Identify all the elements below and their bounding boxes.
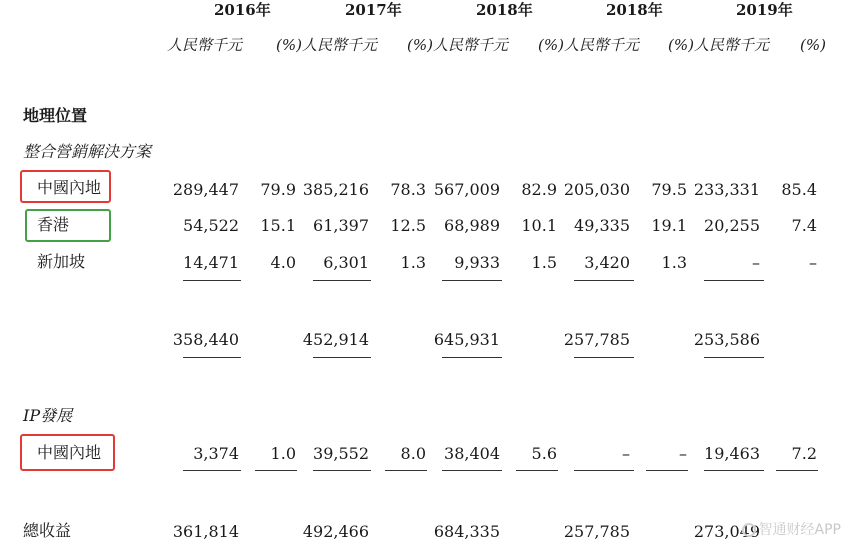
row-label-hk: 香港 (37, 215, 70, 234)
underline (385, 470, 427, 471)
cell-value: 38,404 (444, 444, 500, 463)
cell-value: 19.1 (651, 216, 687, 235)
row-label-ip-cn: 中國內地 (37, 443, 102, 462)
year-2018-header: 2018年 (476, 1, 533, 19)
underline (442, 357, 502, 358)
cell-value: 15.1 (260, 216, 296, 235)
underline (646, 470, 688, 471)
underline (574, 357, 634, 358)
cell-value: 79.5 (651, 180, 687, 199)
cell-value: 1.3 (400, 253, 426, 272)
row-label-sg: 新加坡 (37, 252, 86, 271)
geo-section-title: 地理位置 (23, 106, 88, 125)
cell-value: 6,301 (323, 253, 369, 272)
year-2018b-header: 2018年 (606, 1, 663, 19)
year-2016-header: 2016年 (214, 1, 271, 19)
unit-header: (%) (800, 36, 826, 54)
cell-value: 82.9 (521, 180, 557, 199)
cell-value: 289,447 (172, 180, 239, 199)
cell-value: – (679, 444, 687, 463)
cell-value: 78.3 (390, 180, 426, 199)
underline (183, 470, 241, 471)
unit-header: (%)人民幣千元 (668, 36, 769, 54)
total-value: 361,814 (172, 522, 239, 541)
cell-value: 39,552 (313, 444, 369, 463)
unit-header: (%)人民幣千元 (407, 36, 508, 54)
cell-value: 9,933 (454, 253, 500, 272)
cell-value: 205,030 (563, 180, 630, 199)
cell-value: 49,335 (574, 216, 630, 235)
cell-value: 567,009 (433, 180, 500, 199)
cell-value: – (752, 253, 760, 272)
subtotal-value: 358,440 (172, 330, 239, 349)
total-value: 257,785 (563, 522, 630, 541)
watermark-logo-icon (742, 523, 756, 537)
subtotal-value: 257,785 (563, 330, 630, 349)
cell-value: 385,216 (302, 180, 369, 199)
cell-value: 68,989 (444, 216, 500, 235)
cell-value: 19,463 (704, 444, 760, 463)
cell-value: 12.5 (390, 216, 426, 235)
year-2019-header: 2019年 (736, 1, 793, 19)
cell-value: 233,331 (693, 180, 760, 199)
unit-header: (%)人民幣千元 (276, 36, 377, 54)
underline (704, 357, 764, 358)
unit-header: 人民幣千元 (167, 36, 243, 54)
cell-value: 10.1 (521, 216, 557, 235)
cell-value: 3,420 (584, 253, 630, 272)
underline (183, 280, 241, 281)
underline (442, 280, 502, 281)
cell-value: 85.4 (781, 180, 817, 199)
cell-value: 20,255 (704, 216, 760, 235)
cell-value: 1.3 (661, 253, 687, 272)
year-2017-header: 2017年 (345, 1, 402, 19)
underline (574, 280, 634, 281)
cell-value: 61,397 (313, 216, 369, 235)
watermark (742, 519, 841, 539)
underline (313, 357, 371, 358)
integrated-section-title: 整合營銷解決方案 (23, 142, 152, 161)
subtotal-value: 452,914 (302, 330, 369, 349)
watermark-text: 智通财经APP (758, 522, 841, 538)
underline (313, 280, 371, 281)
cell-value: 3,374 (193, 444, 239, 463)
underline (776, 470, 818, 471)
total-value: 684,335 (433, 522, 500, 541)
cell-value: – (809, 253, 817, 272)
cell-value: 7.4 (791, 216, 817, 235)
row-label-cn: 中國內地 (37, 178, 102, 197)
cell-value: 5.6 (531, 444, 557, 463)
cell-value: 54,522 (183, 216, 239, 235)
total-value: 273,049 (693, 522, 760, 541)
total-value: 492,466 (302, 522, 369, 541)
unit-header: (%)人民幣千元 (538, 36, 639, 54)
underline (704, 280, 764, 281)
underline (183, 357, 241, 358)
ip-section-title: IP發展 (23, 406, 73, 425)
cell-value: 8.0 (400, 444, 426, 463)
cell-value: 79.9 (260, 180, 296, 199)
subtotal-value: 253,586 (693, 330, 760, 349)
cell-value: 1.0 (270, 444, 296, 463)
cell-value: 7.2 (791, 444, 817, 463)
cell-value: 4.0 (270, 253, 296, 272)
row-label-total: 總收益 (23, 521, 72, 540)
underline (516, 470, 558, 471)
underline (574, 470, 634, 471)
cell-value: 14,471 (183, 253, 239, 272)
underline (704, 470, 764, 471)
cell-value: – (622, 444, 630, 463)
subtotal-value: 645,931 (433, 330, 500, 349)
cell-value: 1.5 (531, 253, 557, 272)
underline (255, 470, 297, 471)
underline (442, 470, 502, 471)
underline (313, 470, 371, 471)
